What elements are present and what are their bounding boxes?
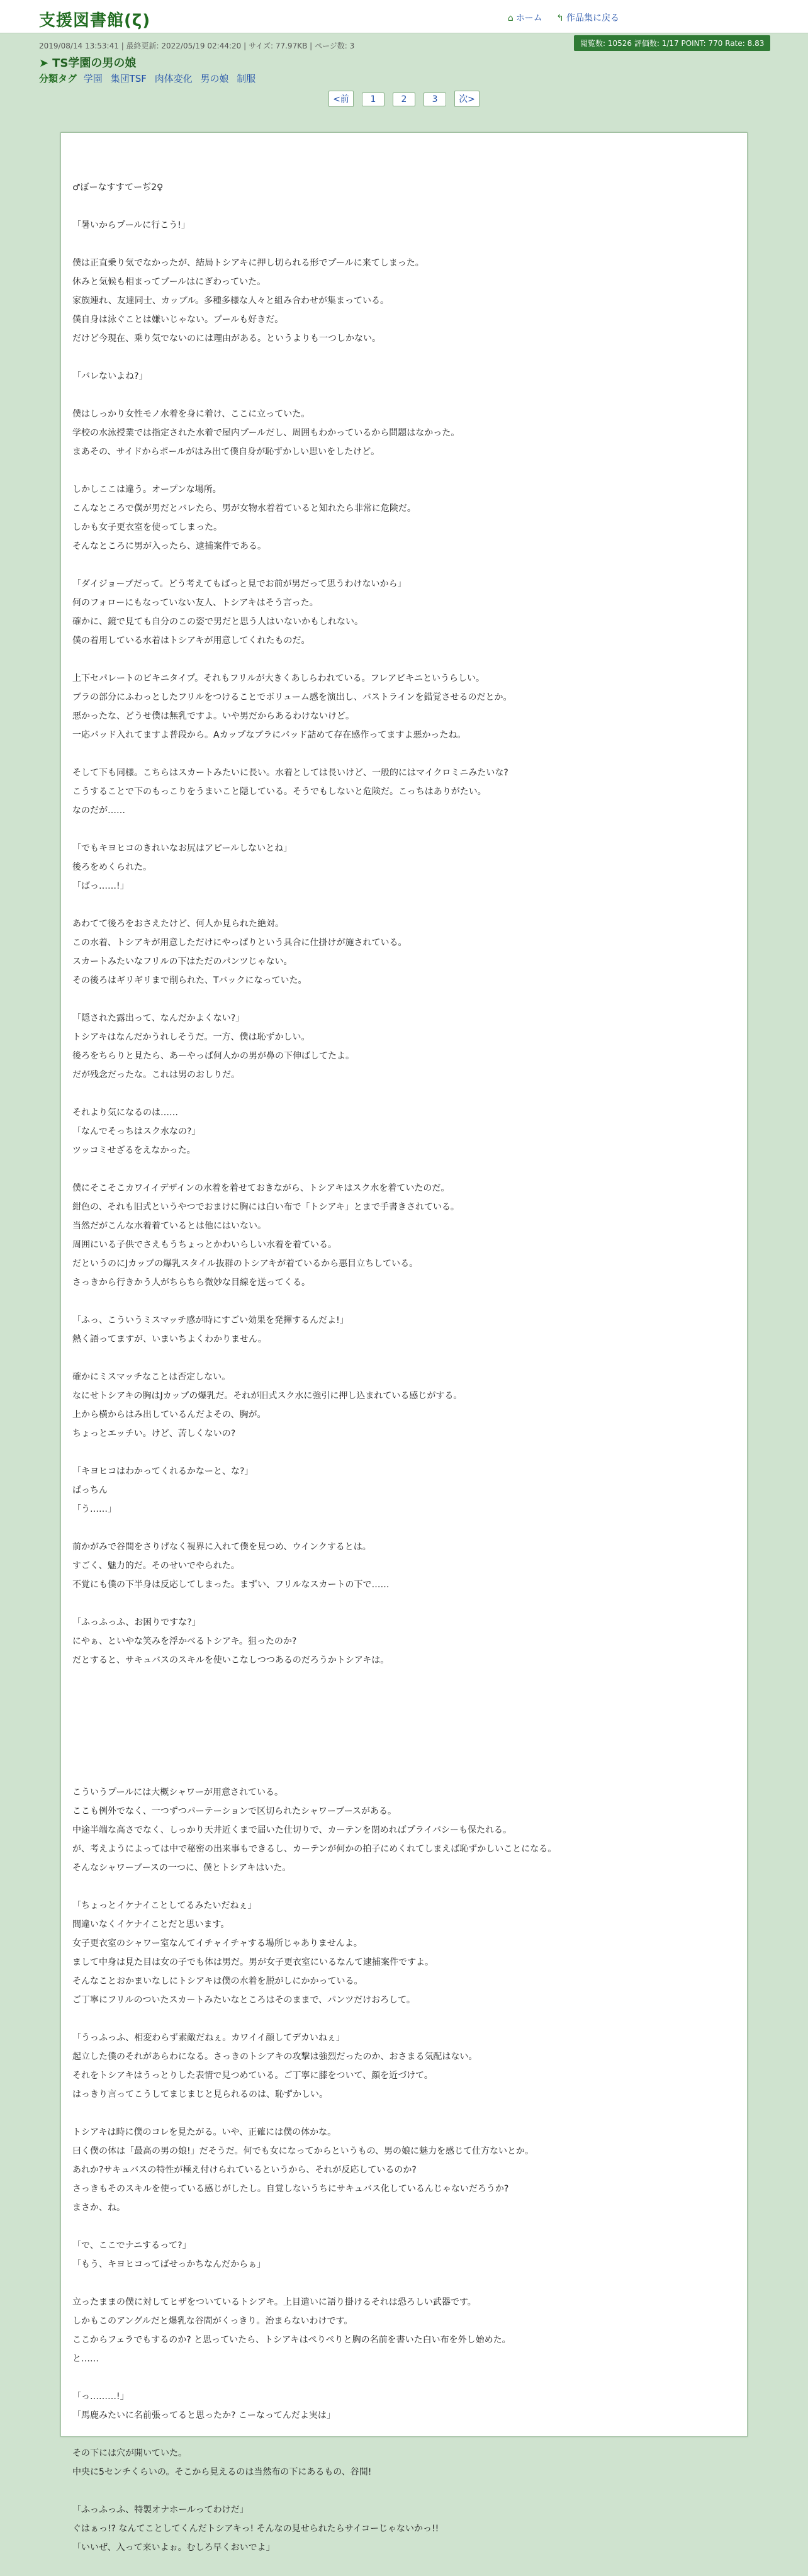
story-line: 前かがみで谷間をさりげなく視界に入れて僕を見つめ、ウインクするとは。: [72, 1542, 371, 1552]
story-line: 僕はしっかり女性モノ水着を身に着け、ここに立っていた。: [72, 409, 310, 419]
story-line: 「ちょっとイケナイことしてるみたいだねぇ」: [72, 1901, 257, 1911]
story-line: 「いいぜ、入って来いよぉ。むしろ早くおいでよ」: [72, 2543, 275, 2553]
tag-link[interactable]: 肉体変化: [154, 73, 193, 84]
story-line: だが残念だったな。これは男のおしりだ。: [72, 1070, 240, 1080]
story-paragraph: [72, 367, 739, 386]
tag-link[interactable]: 男の娘: [200, 73, 229, 84]
story-line: 確かに、鏡で見ても自分のこの姿で男だと思う人はいないかもしれない。: [72, 617, 363, 627]
tag-list: [39, 72, 261, 85]
story-paragraph: [72, 2387, 739, 2425]
story-paragraph: [72, 1103, 739, 1160]
story-paragraph: [72, 839, 739, 896]
story-line: にやぁ、といやな笑みを浮かべるトシアキ。狙ったのか?: [72, 1636, 297, 1646]
story-line: 「っ………!」: [72, 2392, 129, 2402]
page-2-button[interactable]: 2: [393, 93, 415, 106]
nav-home-label: ホーム: [515, 13, 542, 23]
story-line: はっきり言ってこうしてまじまじと見られるのは、恥ずかしい。: [72, 2089, 328, 2100]
story-line: 「なんでそっちはスク水なの?」: [72, 1127, 201, 1137]
story-line: 中央に5センチくらいの。そこから見えるのは当然布の下にあるもの、谷間!: [72, 2467, 372, 2477]
story-meta: 2019/08/14 13:53:41 | 最終更新: 2022/05/19 02:44:20 | サイズ: 77.97KB | ページ数: 3: [39, 42, 355, 50]
story-line: 休みと気候も相まってプールはにぎわっていた。: [72, 277, 266, 287]
story-line: あれか?サキュバスの特性が極え付けられているというから、それが反応しているのか?: [72, 2165, 417, 2175]
story-line: ここも例外でなく、一つずつパーテーションで区切られたシャワーブースがある。: [72, 1806, 397, 1816]
story-line: 「もう、キヨヒコってばせっかちなんだからぁ」: [72, 2259, 266, 2269]
story-line: まさか、ね。: [72, 2203, 125, 2213]
story-line: ツッコミせざるをえなかった。: [72, 1145, 196, 1156]
story-paragraph: [72, 2123, 739, 2217]
story-line: だとすると、サキュバスのスキルを使いこなしつつあるのだろうかトシアキは。: [72, 1655, 390, 1665]
tag-link[interactable]: 学園: [83, 73, 103, 84]
story-line: 確かにミスマッチなことは否定しない。: [72, 1372, 231, 1382]
story-line: 間違いなくイケナイことだと思います。: [72, 1920, 230, 1930]
story-line: 上から横からはみ出しているんだよその、胸が。: [72, 1410, 266, 1420]
story-line: 不覚にも僕の下半身は反応してしまった。まずい、フリルなスカートの下で……: [72, 1580, 390, 1590]
story-paragraph: [72, 178, 739, 197]
story-paragraph: [72, 216, 739, 235]
story-line: 紺色の、それも旧式というやつでおまけに胸には白い布で「トシアキ」とまで手書きされている。: [72, 1202, 459, 1212]
section-break: [72, 1689, 739, 1783]
story-line: ちょっとエッチい。けど、苦しくないの?: [72, 1429, 236, 1439]
story-line: 「ふっふっふ、お困りですな?」: [72, 1617, 201, 1628]
story-line: 「でもキヨヒコのきれいなお尻はアピールしないとね」: [72, 843, 293, 853]
story-title: [39, 54, 136, 70]
story-line: 立ったままの僕に対してヒザをついているトシアキ。上目遣いに語り掛けるそれは恐ろしい武器です。: [72, 2297, 476, 2307]
story-paragraph: [72, 2028, 739, 2104]
story-line: 「う……」: [72, 1504, 116, 1514]
nav-return-link[interactable]: [556, 13, 619, 23]
story-line: 「馬鹿みたいに名前張ってると思ったか? こーなってんだよ実は」: [72, 2410, 335, 2421]
story-line: こうすることで下のもっこりをうまいこと隠している。そうでもしないと危険だ。こっちはありがたい。: [72, 787, 486, 797]
page-3-button[interactable]: 3: [424, 93, 446, 106]
story-line: あわてて後ろをおさえたけど、何人か見られた絶対。: [72, 919, 284, 929]
story-line: 何のフォローにもなっていない友人、トシアキはそう言った。: [72, 598, 318, 608]
story-section-a: [72, 178, 739, 1670]
story-line: 当然だがこんな水着着ているとは他にはいない。: [72, 1221, 266, 1231]
story-line: ご丁寧にフリルのついたスカートみたいなところはそのままで、パンツだけおろして。: [72, 1995, 415, 2005]
story-line: なにせトシアキの胸はJカップの爆乳だ。それが旧式スク水に強引に押し込まれている感じがする。: [72, 1391, 463, 1401]
story-line: 僕は正直乗り気でなかったが、結局トシアキに押し切られる形でプールに来てしまった。: [72, 258, 424, 268]
story-paragraph: [72, 2444, 739, 2482]
story-line: 後ろをちらりと見たら、あーやっぱ何人かの男が鼻の下伸ばしてたよ。: [72, 1051, 354, 1061]
story-line: トシアキは時に僕のコレを見たがる。いや、正確には僕の体かな。: [72, 2127, 337, 2137]
story-line: それより気になるのは……: [72, 1108, 178, 1118]
stats-badge: 閲覧数: 10526 評価数: 1/17 POINT: 770 Rate: 8.83: [574, 35, 770, 51]
story-line: さっきもそのスキルを使っている感じがしたし。自覚しないうちにサキュバス化しているんじゃないだろうか?: [72, 2184, 509, 2194]
story-paragraph: [72, 2236, 739, 2274]
story-paragraph: [72, 1311, 739, 1349]
story-paragraph: [72, 1538, 739, 1594]
story-line: こういうプールには大概シャワーが用意されている。: [72, 1787, 284, 1797]
story-line: だというのにJカップの爆乳スタイル抜群のトシアキが着ているから悪目立ちしている。: [72, 1259, 418, 1269]
story-line: ここからフェラでもするのか? と思っていたら、トシアキはぺりぺりと胸の名前を書いた白い布を外し始めた。: [72, 2335, 511, 2345]
site-header: [0, 0, 808, 33]
story-line: ぐはぁっ!? なんてことしてくんだトシアキっ! そんなの見せられたらサイコーじゃないかっ!!: [72, 2524, 439, 2534]
story-line: その下には穴が開いていた。: [72, 2448, 187, 2458]
story-line: 「ふっふっふ、特製オナホールってわけだ」: [72, 2505, 249, 2515]
story-line: 一応パッド入れてますよ普段から。Aカップなブラにパッド詰めて存在感作ってますよ悪かったね。: [72, 730, 466, 740]
page-1-button[interactable]: 1: [362, 93, 384, 106]
story-line: 「隠された露出って、なんだかよくない?」: [72, 1013, 245, 1023]
prev-page-button[interactable]: <前: [328, 91, 354, 107]
nav-return-label: 作品集に戻る: [566, 13, 619, 23]
return-icon: ↰: [556, 13, 564, 23]
story-paragraph: [72, 1009, 739, 1084]
story-paragraph: [72, 1783, 739, 1877]
story-line: 中途半端な高さでなく、しっかり天井近くまで届いた仕切りで、カーテンを閉めればプライバシーも保たれる。: [72, 1825, 512, 1835]
story-line: さっきから行きかう人がちらちら微妙な目線を送ってくる。: [72, 1278, 310, 1288]
story-line: 僕にそこそこカワイイデザインの水着を着せておきながら、トシアキはスク水を着ていたのだ。: [72, 1183, 450, 1193]
story-paragraph: [72, 1896, 739, 2010]
story-section-b: [72, 1783, 739, 2557]
story-paragraph: [72, 2293, 739, 2368]
story-line: しかしここは違う。オープンな場所。: [72, 485, 222, 495]
story-paragraph: [72, 669, 739, 745]
story-line: 悪かったな、どうせ僕は無乳ですよ。いや男だからあるわけないけど。: [72, 711, 354, 721]
story-paragraph: [72, 914, 739, 990]
story-paragraph: [72, 254, 739, 348]
story-line: ♂ぼーなすすてーぢ2♀: [72, 183, 164, 193]
story-line: 「ふっ、こういうミスマッチ感が時にすごい効果を発揮するんだよ!」: [72, 1315, 349, 1325]
story-title-text: TS学園の男の娘: [52, 57, 137, 70]
story-line: が、考えようによっては中で秘密の出来事もできるし、カーテンが何かの拍子にめくれてしまえば恥ずかしいことになる。: [72, 1844, 557, 1854]
story-line: 学校の水泳授業では指定された水着で屋内プールだし、周囲もわかっているから問題はなかった。: [72, 428, 460, 438]
story-line: まして中身は見た目は女の子でも体は男だ。男が女子更衣室にいるなんて逮捕案件ですよ。: [72, 1957, 434, 1967]
story-line: 「で、ここでナニするって?」: [72, 2241, 191, 2251]
story-line: 「ダイジョーブだって。どう考えてもぱっと見でお前が男だって思うわけないから」: [72, 579, 407, 589]
story-paragraph: [72, 405, 739, 461]
story-line: 周囲にいる子供でさえもうちょっとかわいらしい水着を着ている。: [72, 1240, 337, 1250]
site-title[interactable]: 支援図書館(ζ): [39, 11, 151, 30]
story-content-box: [60, 132, 748, 2553]
story-line: なのだが……: [72, 806, 125, 816]
story-line: しかも女子更衣室を使ってしまった。: [72, 522, 222, 532]
story-line: しかもこのアングルだと爆乳な谷間がくっきり。治まらないわけです。: [72, 2316, 353, 2326]
story-line: 後ろをめくられた。: [72, 862, 152, 872]
story-line: 女子更衣室のシャワー室なんてイチャイチャする場所じゃありませんよ。: [72, 1938, 362, 1949]
story-paragraph: [72, 575, 739, 650]
story-line: この水着、トシアキが用意しただけにやっぱりという具合に仕掛けが施されている。: [72, 938, 407, 948]
story-line: まあその、サイドからポールがはみ出て僕自身が恥ずかしい思いをしたけど。: [72, 447, 380, 457]
story-line: 曰く僕の体は「最高の男の娘!」だそうだ。何でも女になってからというもの、男の娘に魅力を感じて仕方ないとか。: [72, 2146, 534, 2156]
story-line: 熱く語ってますが、いまいちよくわかりません。: [72, 1334, 267, 1344]
story-line: 僕自身は泳ぐことは嫌いじゃない。プールも好きだ。: [72, 315, 284, 325]
story-line: そして下も同様。こちらはスカートみたいに長い。水着としては長いけど、一般的にはマイクロミニみたいな?: [72, 768, 508, 778]
story-line: だけど今現在、乗り気でないのには理由がある。というよりも一つしかない。: [72, 334, 381, 344]
story-line: 「うっふっふ、相変わらず素敵だねぇ。カワイイ顔してデカいねぇ」: [72, 2033, 345, 2043]
pagination: [0, 91, 808, 107]
story-line: ぱっちん: [72, 1485, 108, 1495]
story-line: 「バレないよね?」: [72, 371, 148, 381]
header-nav: [497, 11, 619, 24]
story-paragraph: [72, 1462, 739, 1519]
story-line: 家族連れ、友達同士、カップル。多種多様な人々と組み合わせが集まっている。: [72, 296, 390, 306]
story-paragraph: [72, 2500, 739, 2557]
next-page-button[interactable]: 次>: [454, 91, 480, 107]
story-line: 僕の着用している水着はトシアキが用意してくれたものだ。: [72, 636, 310, 646]
tags-label: 分類タグ: [39, 73, 77, 84]
story-line: スカートみたいなフリルの下はただのパンツじゃない。: [72, 957, 293, 967]
story-line: すごく、魅力的だ。そのせいでやられた。: [72, 1561, 240, 1571]
story-paragraph: [72, 1179, 739, 1292]
nav-home-link[interactable]: [508, 13, 542, 23]
story-line: と……: [72, 2354, 99, 2364]
story-paragraph: [72, 480, 739, 556]
home-icon: ⌂: [507, 13, 513, 23]
story-line: そんなことおかまいなしにトシアキは僕の水着を脱がしにかかっている。: [72, 1976, 363, 1986]
story-line: トシアキはなんだかうれしそうだ。一方、僕は恥ずかしい。: [72, 1032, 310, 1042]
story-line: 起立した僕のそれがあらわになる。さっきのトシアキの攻撃は強烈だったのか、おさまる気配はない。: [72, 2052, 478, 2062]
story-line: その後ろはギリギリまで削られた、Tバックになっていた。: [72, 976, 307, 986]
story-body: [72, 178, 739, 2576]
title-arrow-icon: ➤: [39, 57, 49, 70]
story-paragraph: [72, 1613, 739, 1670]
story-line: ブラの部分にふわっとしたフリルをつけることでボリューム感を演出し、バストラインを錯覚させるのだとか。: [72, 692, 512, 702]
tag-link[interactable]: 制服: [237, 73, 256, 84]
story-line: 「ばっ……!」: [72, 881, 129, 891]
story-line: こんなところで僕が男だとバレたら、男が女物水着着ていると知れたら非常に危険だ。: [72, 503, 416, 514]
story-paragraph: [72, 1368, 739, 1443]
story-line: 「暑いからプールに行こう!」: [72, 220, 190, 230]
story-line: それをトシアキはうっとりした表情で見つめている。ご丁寧に膝をついて、顔を近づけて。: [72, 2071, 433, 2081]
story-line: そんなシャワーブースの一つに、僕とトシアキはいた。: [72, 1863, 291, 1873]
story-line: 上下セパレートのビキニタイプ。それもフリルが大きくあしらわれている。フレアビキニというらしい。: [72, 673, 485, 683]
story-line: 「キヨヒコはわかってくれるかなーと、な?」: [72, 1466, 254, 1476]
tag-link[interactable]: 集団TSF: [110, 73, 147, 84]
story-paragraph: [72, 763, 739, 820]
story-line: そんなところに男が入ったら、逮捕案件である。: [72, 541, 266, 551]
